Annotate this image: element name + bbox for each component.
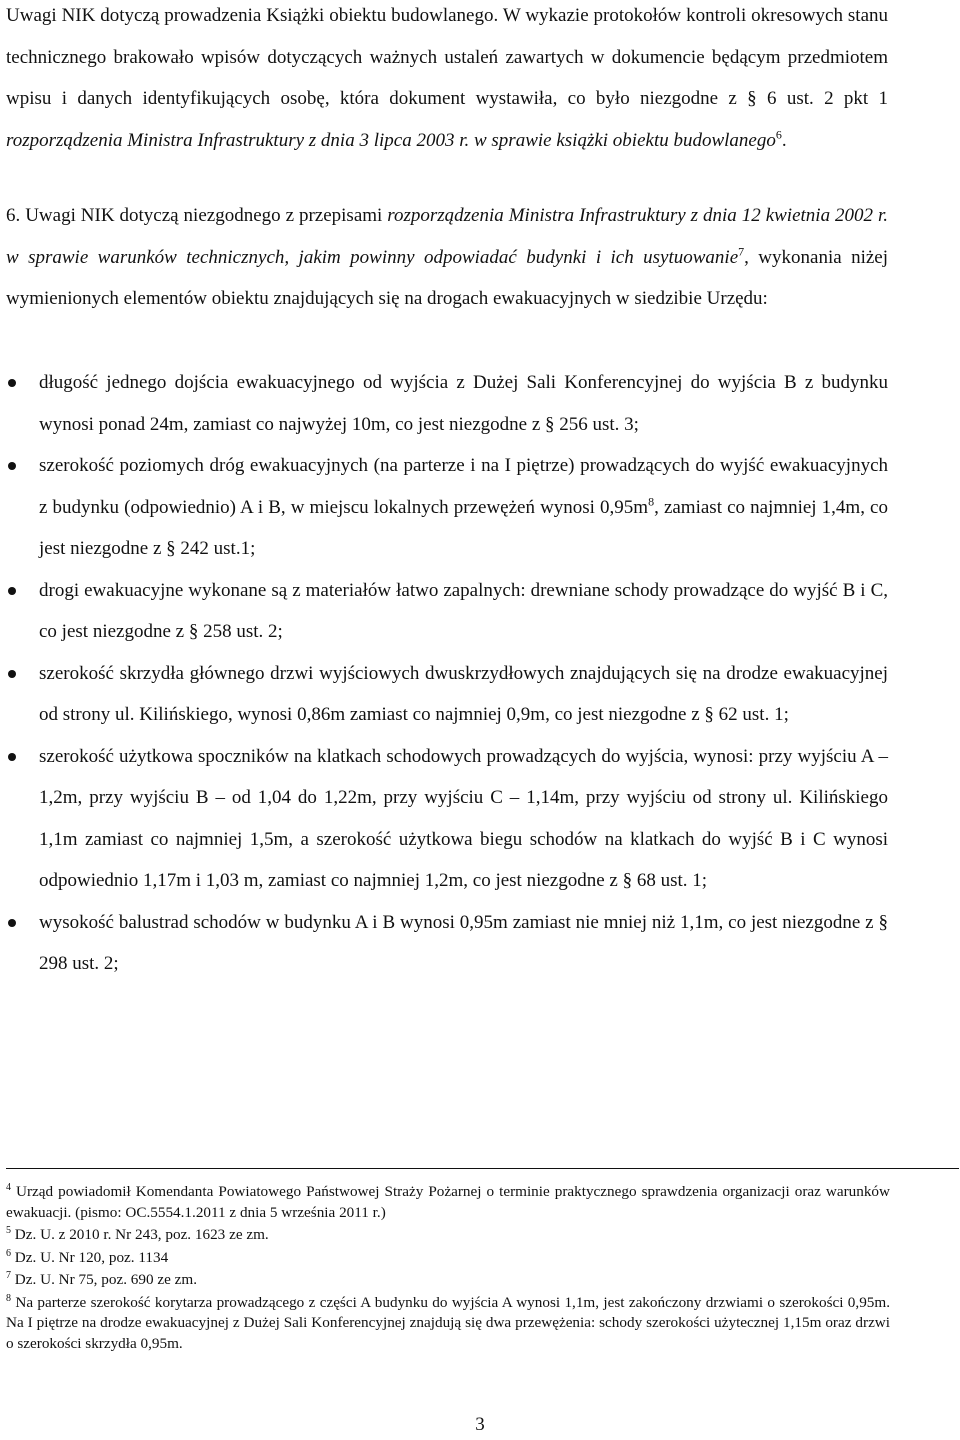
footnote-number: 4	[6, 1181, 11, 1193]
footnote-ref[interactable]: 7	[738, 244, 745, 259]
paragraph-text: .	[781, 129, 787, 151]
list-item-text: drogi ewakuacyjne wykonane są z materiałów łatwo zapalnych: drewniane schody prowadzące do wyjść B i C, co jest niezgodne z § 258 ust. 2;	[39, 579, 888, 642]
regulation-title: rozporządzenia Ministra Infrastruktury z dnia 12 kwietnia 2002 r. w sprawie warunków technicznych, jakim powinny odpowiadać budynki i ich usytuowanie	[6, 205, 889, 268]
footnote-text: Dz. U. Nr 75, poz. 690 ze zm.	[11, 1271, 197, 1288]
list-item-text: długość jednego dojścia ewakuacyjnego od wyjścia z Dużej Sali Konferencyjnej do wyjścia B z budynku wynosi ponad 24m, zamiast co najwyżej 10m, co jest niezgodne z § 256 ust. 3;	[39, 372, 888, 435]
bullet-icon	[8, 919, 16, 927]
bullet-icon	[8, 462, 16, 470]
footnote-number: 8	[6, 1292, 11, 1304]
regulation-title: rozporządzenia Ministra Infrastruktury z dnia 3 lipca 2003 r. w sprawie książki obiektu budowlanego	[6, 129, 776, 151]
section-number: 6.	[6, 205, 21, 226]
list-item-text: , zamiast co najmniej 1,4m, co jest niezgodne z § 242 ust.1;	[39, 496, 888, 559]
bullet-list	[0, 362, 960, 985]
footnote-number: 7	[6, 1269, 11, 1281]
list-item	[39, 902, 888, 985]
footnote	[6, 1293, 890, 1355]
list-item-text: szerokość użytkowa spoczników na klatkach schodowych prowadzących do wyjścia, wynosi: przy wyjściu A – 1,2m, przy wyjściu B – od 1,04 do 1,22m, przy wyjściu C – 1,14m, przy wyjściu od strony ul. Kilińskiego 1,1m zamiast co najmniej 1,5m, a szerokość użytkowa biegu schodów na klatkach do wyjść B i C wynosi odpowiednio 1,17m i 1,03 m, zamiast co najmniej 1,2m, co jest niezgodne z § 68 ust. 1;	[39, 745, 888, 891]
paragraph-text: Uwagi NIK dotyczą niezgodnego z przepisami	[20, 205, 388, 226]
footnote-number: 6	[6, 1247, 11, 1259]
list-item	[39, 362, 888, 445]
footnotes	[6, 1182, 890, 1356]
footnote-text: Urząd powiadomił Komendanta Powiatowego Państwowej Straży Pożarnej o terminie praktycznego sprawdzenia organizacji oraz warunków ewakuacji. (pismo: OC.5554.1.2011 z dnia 5 września 2011 r.)	[6, 1183, 890, 1221]
list-item	[39, 445, 888, 570]
paragraph-text: Uwagi NIK dotyczą prowadzenia Książki obiektu budowlanego. W wykazie protokołów kontroli okresowych stanu technicznego brakowało wpisów dotyczących ważnych ustaleń zawartych w dokumencie będącym przedmiotem wpisu i danych identyfikujących osobę, która dokument wystawiła, co było niezgodne z § 6 ust. 2 pkt 1	[6, 5, 888, 109]
footnote-number: 5	[6, 1224, 11, 1236]
list-item-text: szerokość skrzydła głównego drzwi wyjściowych dwuskrzydłowych znajdujących się na drodze ewakuacyjnej od strony ul. Kilińskiego, wynosi 0,86m zamiast co najmniej 0,9m, co jest niezgodne z § 62 ust. 1;	[39, 662, 888, 725]
footnote	[6, 1225, 890, 1246]
footnote-separator	[6, 1168, 959, 1169]
paragraph-nik-remarks-book	[6, 0, 888, 161]
footnote	[6, 1270, 890, 1291]
footnote	[6, 1248, 890, 1269]
bullet-icon	[8, 670, 16, 678]
list-item-text: wysokość balustrad schodów w budynku A i B wynosi 0,95m zamiast nie mniej niż 1,1m, co jest niezgodne z § 298 ust. 2;	[39, 911, 888, 974]
footnote-ref[interactable]: 6	[775, 127, 782, 142]
page-number: 3	[475, 1414, 485, 1435]
footnote-text: Na parterze szerokość korytarza prowadzącego z części A budynku do wyjścia A wynosi 1,1m, jest zakończony drzwiami o szerokości 0,95m. Na I piętrze na drodze ewakuacyjnej z Dużej Sali Konferencyjnej znajdują się dwa przewężenia: schody szerokości użytecznej 1,15m oraz drzwi o szerokości skrzydła 0,95m.	[6, 1293, 890, 1352]
paragraph-nik-remarks-regulation	[6, 195, 888, 320]
footnote-text: Dz. U. z 2010 r. Nr 243, poz. 1623 ze zm.	[11, 1226, 269, 1243]
footnote-text: Dz. U. Nr 120, poz. 1134	[11, 1248, 169, 1266]
list-item	[39, 570, 888, 653]
bullet-icon	[8, 587, 16, 595]
bullet-icon	[8, 753, 16, 761]
list-item	[39, 653, 888, 736]
list-item-text: szerokość poziomych dróg ewakuacyjnych (na parterze i na I piętrze) prowadzących do wyjść ewakuacyjnych z budynku (odpowiednio) A i B, w miejscu lokalnych przewężeń wynosi 0,95m	[39, 455, 888, 518]
footnote-ref[interactable]: 8	[648, 494, 655, 509]
list-item	[39, 736, 888, 902]
footnote	[6, 1182, 890, 1223]
bullet-icon	[8, 379, 16, 387]
paragraph-text: , wykonania niżej wymienionych elementów obiektu znajdujących się na drogach ewakuacyjnych w siedzibie Urzędu:	[6, 246, 888, 309]
